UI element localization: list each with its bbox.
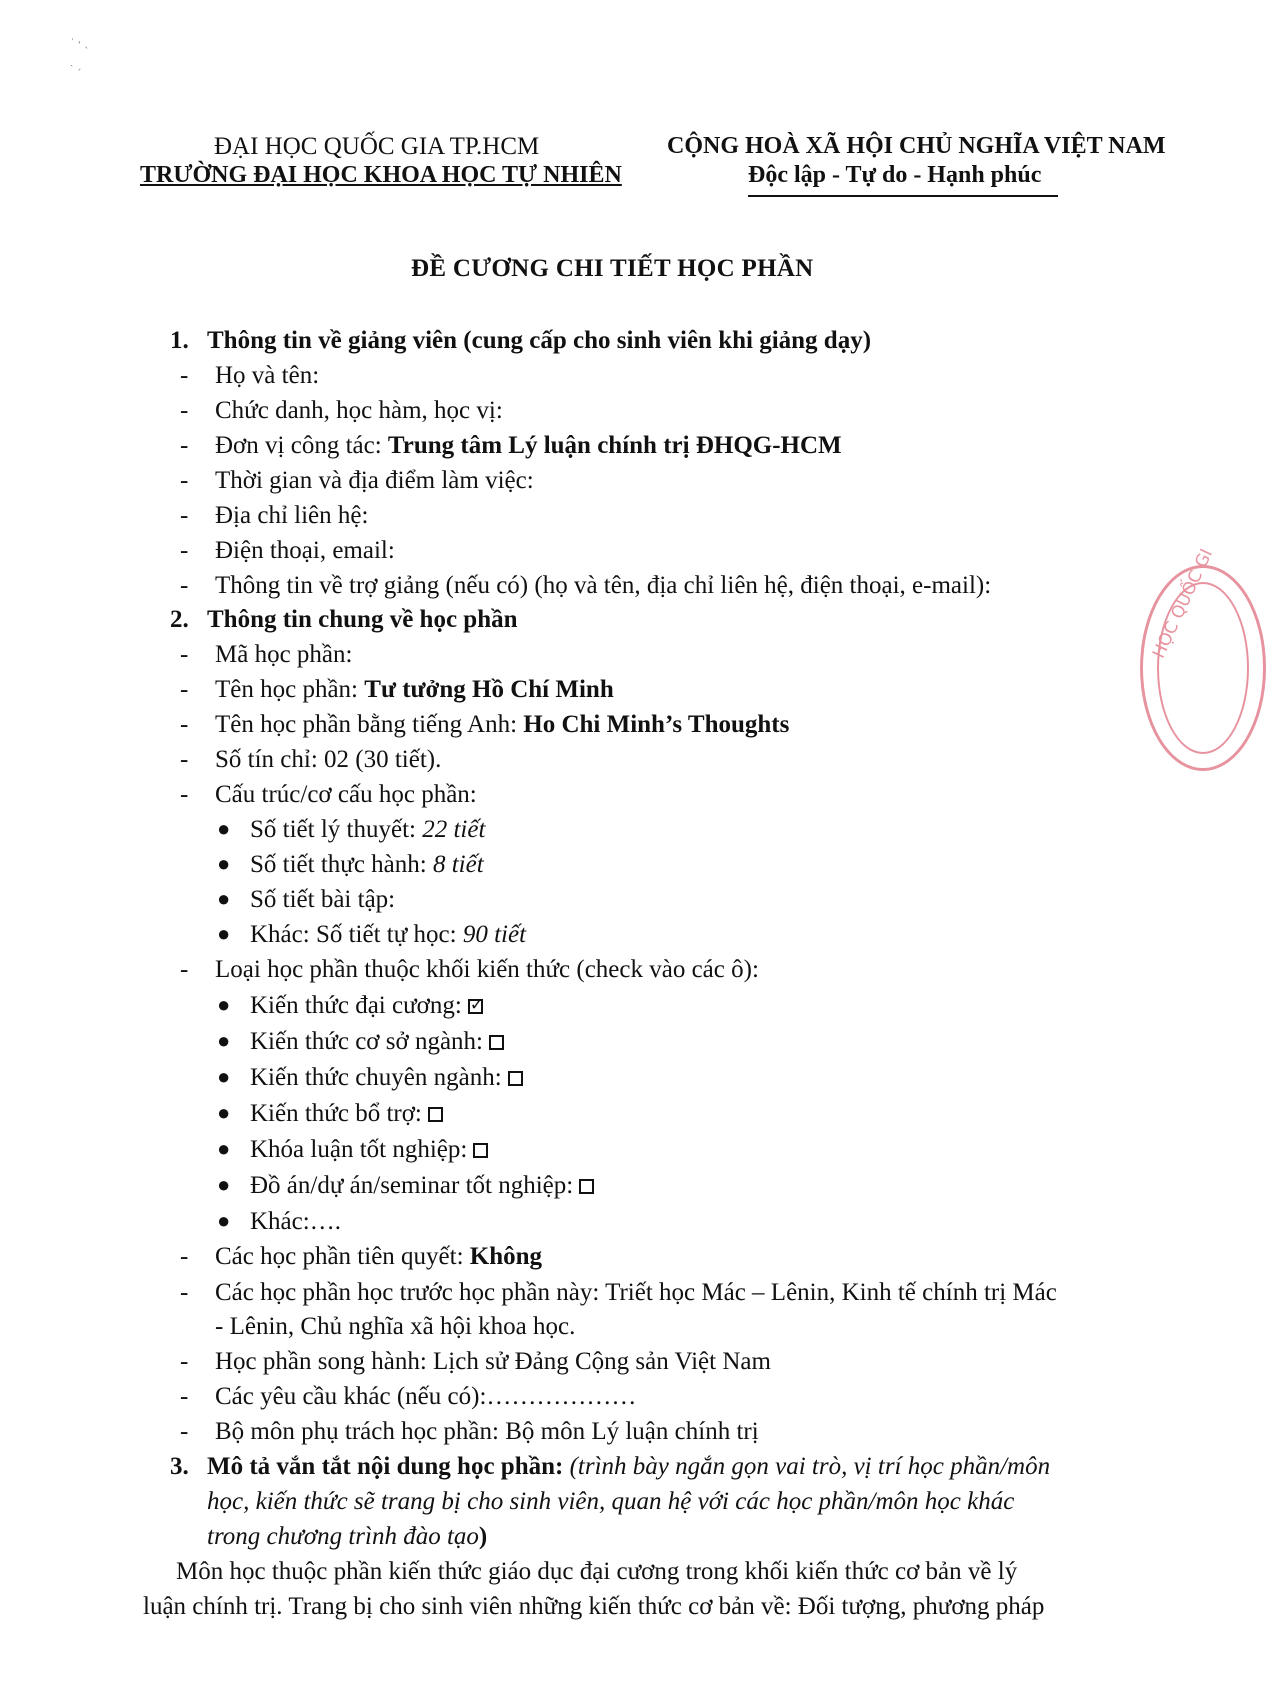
section-1-title: Thông tin về giảng viên (cung cấp cho sinh viên khi giảng dạy) — [207, 327, 872, 354]
section-2-number: 2. — [170, 606, 189, 633]
paragraph-line: Môn học thuộc phần kiến thức giáo dục đại cương trong khối kiến thức cơ bản về lý — [176, 1558, 1018, 1585]
section-2-title: Thông tin chung về học phần — [207, 606, 518, 633]
page-title: ĐỀ CƯƠNG CHI TIẾT HỌC PHẦN — [411, 255, 814, 282]
document-page: ˙ ˒ ˎ ˴ ˏ ĐẠI HỌC QUỐC GIA TP.HCM TRƯỜNG ĐẠI HỌC KHOA HỌC TỰ NHIÊN CỘNG HOÀ XÃ HỘI CHỦ NGHĨA VIỆT NAM Độc lập - Tự do - Hạnh phúc ĐỀ CƯƠNG CHI TIẾT HỌC PHẦN 1. Thông tin về giảng viên (cung cấp cho sinh viên khi giảng dạy) - Họ và tên: - Chức danh, học hàm, học vị: - Đơn vị công tác: Trung tâm Lý luận chính trị ĐHQG-HCM - Thời gian và địa điểm làm việc: - Địa chỉ liên hệ: - Điện thoại, email: - Thông tin về trợ giảng (nếu có) (họ và tên, địa chỉ liên hệ, điện thoại, e-mail): 2. Thông tin chung về học phần - Mã học phần: - Tên học phần: Tư tưởng Hồ Chí Minh - Tên học phần bằng tiếng Anh: Ho Chi Minh’s Thoughts - Số tín chỉ: 02 (30 tiết). - Cấu trúc/cơ cấu học phần: ● Số tiết lý thuyết: 22 tiết ● Số tiết thực hành: 8 tiết ● Số tiết bài tập: ● Khác: Số tiết tự học: 90 tiết - Loại học phần thuộc khối kiến thức (check vào các ô): ● Kiến thức đại cương:✓ ● Kiến thức cơ sở ngành: ● Kiến thức chuyên ngành: ● Kiến thức bổ trợ: ● Khóa luận tốt nghiệp: ● Đồ án/dự án/seminar tốt nghiệp: ● Khác:…. - Các học phần tiên quyết: Không - Các học phần học trước học phần này: Triết học Mác – Lênin, Kinh tế chính trị Mác - Lênin, Chủ nghĩa xã hội khoa học. - Học phần song hành: Lịch sử Đảng Cộng sản Việt Nam - Các yêu cầu khác (nếu có):……………… - Bộ môn phụ trách học phần: Bộ môn Lý luận chính trị 3. Mô tả vắn tắt nội dung học phần: (trình bày ngắn gọn vai trò, vị trí học phần/môn học, kiến thức sẽ trang bị cho sinh viên, quan hệ với các học phần/môn học khác trong chương trình đào tạo) Môn học thuộc phần kiến thức giáo dục đại cương trong khối kiến thức cơ bản về lý luận chính trị. Trang bị cho sinh viên những kiến thức cơ bản về: Đối tượng, phương pháp HỌC QUỐC GI — [0, 0, 1197, 1685]
section-3-title: Mô tả vắn tắt nội dung học phần: — [207, 1453, 570, 1480]
checkbox-icon — [473, 1143, 488, 1158]
section-3-note: trong chương trình đào tạo) — [207, 1523, 488, 1550]
course-name-english: Ho Chi Minh’s Thoughts — [523, 711, 790, 738]
checkbox-icon — [579, 1179, 594, 1194]
course-name: Tư tưởng Hồ Chí Minh — [364, 676, 614, 703]
official-seal-icon: HỌC QUỐC GI — [1140, 565, 1266, 771]
independence-motto: Độc lập - Tự do - Hạnh phúc — [748, 162, 1042, 188]
unit-value: Trung tâm Lý luận chính trị ĐHQG-HCM — [387, 432, 842, 459]
section-1-number: 1. — [170, 327, 189, 354]
university-name: ĐẠI HỌC QUỐC GIA TP.HCM — [214, 133, 540, 160]
school-name: TRƯỜNG ĐẠI HỌC KHOA HỌC TỰ NHIÊN — [140, 162, 622, 188]
checkbox-icon — [508, 1071, 523, 1086]
motto-underline — [748, 195, 1058, 197]
country-motto: CỘNG HOÀ XÃ HỘI CHỦ NGHĨA VIỆT NAM — [667, 133, 1166, 159]
checkbox-checked-icon — [468, 999, 483, 1014]
paragraph-line: luận chính trị. Trang bị cho sinh viên những kiến thức cơ bản về: Đối tượng, phương pháp — [143, 1593, 1045, 1620]
checkbox-icon — [428, 1107, 443, 1122]
scan-specks: ˙ ˒ ˎ ˴ ˏ — [70, 38, 90, 71]
section-3-note: học, kiến thức sẽ trang bị cho sinh viên, quan hệ với các học phần/môn học khác — [207, 1488, 1015, 1515]
checkbox-icon — [489, 1035, 504, 1050]
